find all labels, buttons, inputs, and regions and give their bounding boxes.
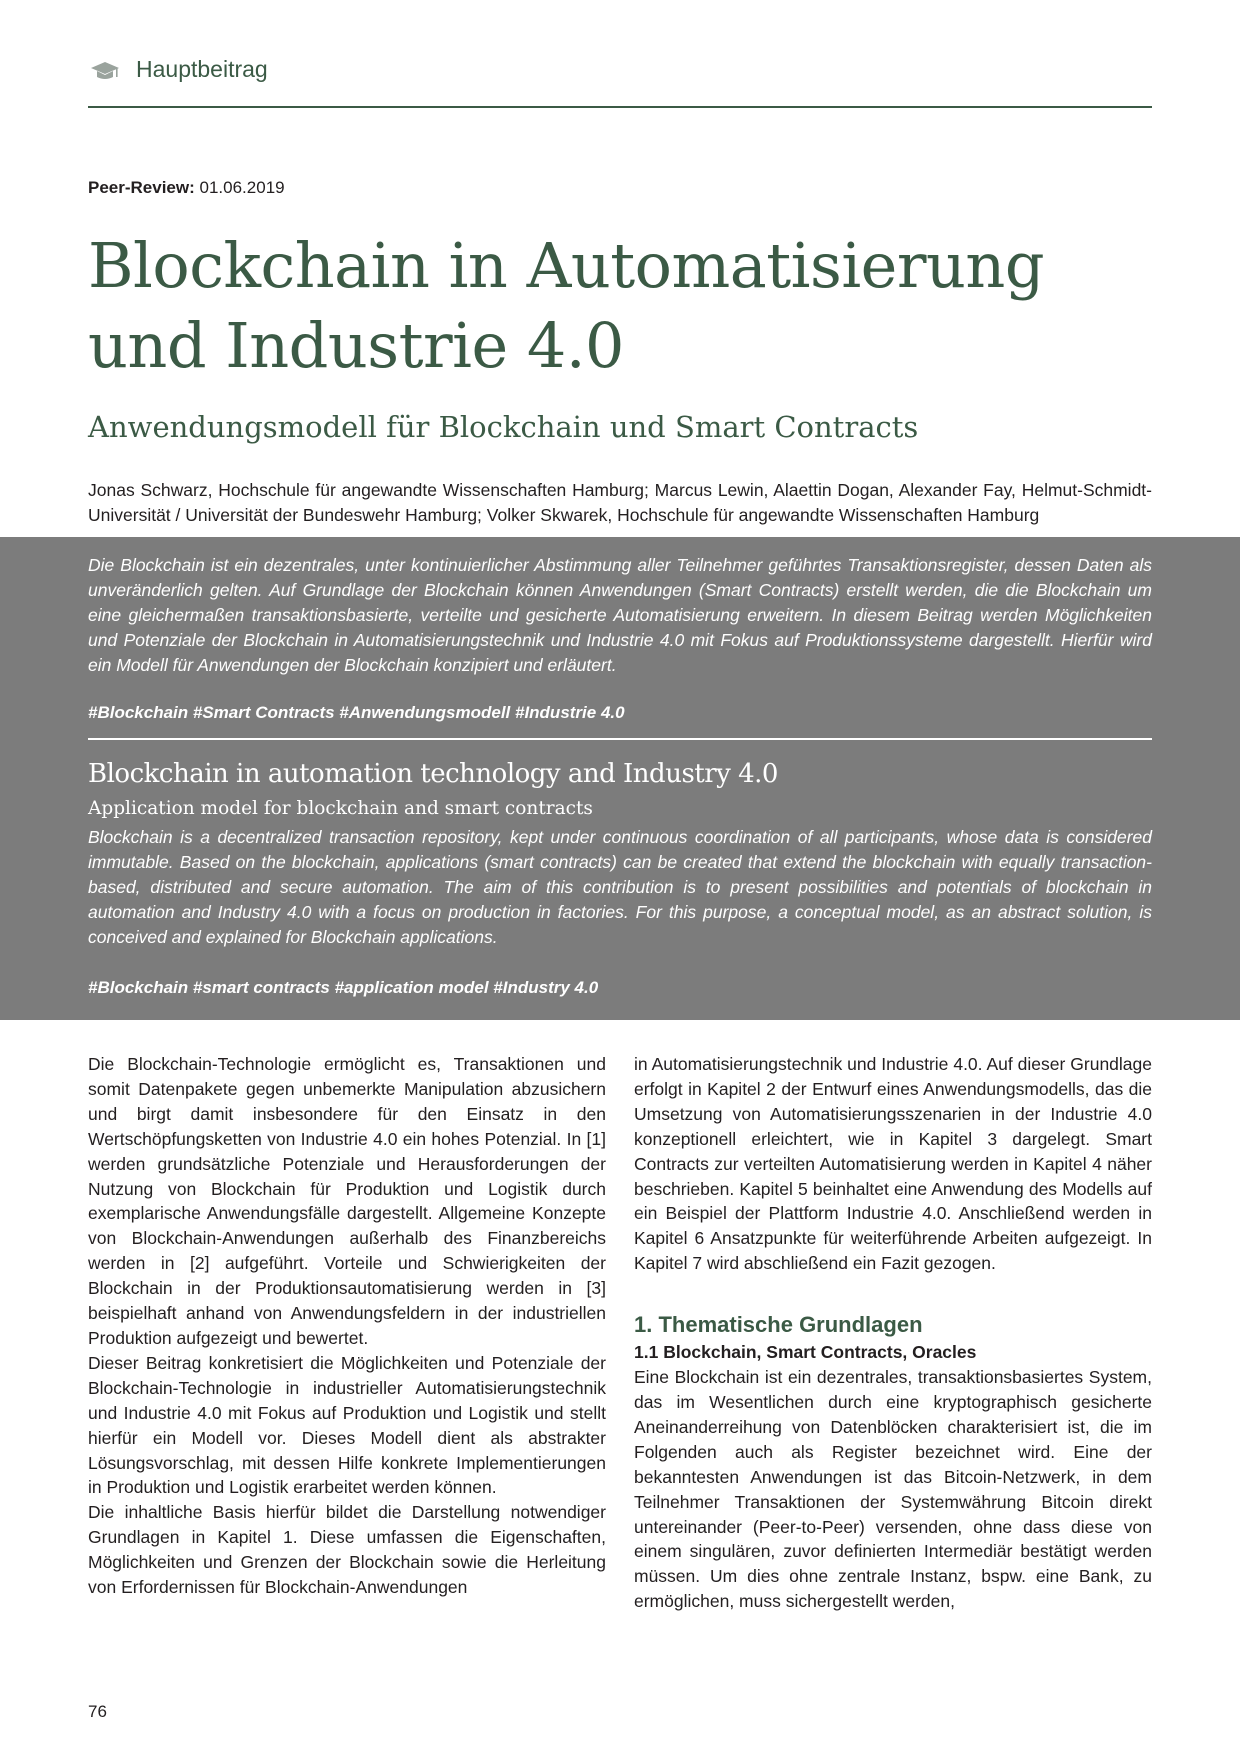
subsection-heading: 1.1 Blockchain, Smart Contracts, Oracles	[634, 1342, 977, 1363]
keywords-english: #Blockchain #smart contracts #application model #Industry 4.0	[88, 978, 599, 997]
author-list: Jonas Schwarz, Hochschule für angewandte Wissenschaften Hamburg; Marcus Lewin, Alaettin Dogan, Alexander Fay, Helmut-Schmidt-Universität / Universität der Bundeswehr Hamburg; Volker Skwarek, Hochschule für angewandte Wissenschaften Hamburg	[88, 480, 1152, 525]
peer-review-line	[88, 178, 285, 198]
article-title	[88, 226, 1148, 386]
body-paragraph: in Automatisierungstechnik und Industrie 4.0. Auf dieser Grundlage erfolgt in Kapitel 2 der Entwurf eines Anwendungsmodells, das die Umsetzung von Automatisierungsszenarien in der Industrie 4.0 konzeptionell erleichtert, wie in Kapitel 3 dargelegt. Smart Contracts zur verteilten Automatisierung werden in Kapitel 4 näher beschrieben. Kapitel 5 beinhaltet eine Anwendung des Modells auf ein Beispiel der Plattform Industrie 4.0. Anschließend werden in Kapitel 6 Ansatzpunkte für weiterführende Arbeiten aufgezeigt. In Kapitel 7 wird abschließend ein Fazit gezogen.	[634, 1054, 1152, 1274]
running-header	[88, 52, 1152, 108]
abstract-german: Die Blockchain ist ein dezentrales, unter kontinuierlicher Abstimmung aller Teilnehmer geführtes Transaktionsregister, dessen Daten als unveränderlich gelten. Auf Grundlage der Blockchain können Anwendungen (Smart Contracts) erstellt werden, die die Blockchain um eine gleichermaßen transaktionsbasierte, verteilte und gesicherte Automatisierung erweitern. In diesem Beitrag werden Möglichkeiten und Potenziale der Blockchain in Automatisierungstechnik und Industrie 4.0 mit Fokus auf Produktionssysteme dargestellt. Hierfür wird ein Modell für Anwendungen der Blockchain konzipiert und erläutert.	[88, 555, 1152, 675]
page-number: 76	[88, 1702, 107, 1721]
article-title-line-2: und Industrie 4.0	[88, 309, 624, 382]
english-title: Blockchain in automation technology and Industry 4.0	[88, 759, 778, 789]
section-label: Hauptbeitrag	[136, 56, 268, 82]
peer-review-label: Peer-Review:	[88, 178, 195, 197]
english-subtitle: Application model for blockchain and smart contracts	[88, 798, 593, 819]
body-paragraph: Die Blockchain-Technologie ermöglicht es, Transaktionen und somit Datenpakete gegen unbemerkte Manipulation abzusichern und birgt damit insbesondere für den Einsatz in den Wertschöpfungsketten von Industrie 4.0 ein hohes Potenzial. In [1] werden grundsätzliche Potenziale und Herausforderungen der Nutzung von Blockchain für Produktion und Logistik durch exemplarische Anwendungsfälle dargestellt. Allgemeine Konzepte von Blockchain-Anwendungen außerhalb des Finanzbereichs werden in [2] aufgeführt. Vorteile und Schwierigkeiten der Blockchain in der Produktionsautomatisierung werden in [3] beispielhaft anhand von Anwendungsfeldern in der industriellen Produktion aufgezeigt und bewertet.	[88, 1054, 606, 1348]
article-title-line-1: Blockchain in Automatisierung	[88, 229, 1045, 302]
body-paragraph: Die inhaltliche Basis hierfür bildet die Darstellung notwendiger Grundlagen in Kapitel 1. Diese umfassen die Eigenschaften, Möglichkeiten und Grenzen der Blockchain sowie die Herleitung von Erfordernissen für Blockchain-Anwendungen	[88, 1502, 606, 1598]
abstract-divider	[88, 738, 1152, 740]
keywords-german: #Blockchain #Smart Contracts #Anwendungsmodell #Industrie 4.0	[88, 703, 625, 722]
body-paragraph: Eine Blockchain ist ein dezentrales, transaktionsbasiertes System, das im Wesentlichen durch eine kryptographisch gesicherte Aneinanderreihung von Datenblöcken charakterisiert ist, die im Folgenden auch als Register bezeichnet wird. Eine der bekanntesten Anwendungen ist das Bitcoin-Netzwerk, in dem Teilnehmer Transaktionen der Systemwährung Bitcoin direkt untereinander (Peer-to-Peer) versenden, ohne dass diese von einem singulären, zuvor definierten Intermediär bestätigt werden müssen. Um dies ohne zentrale Instanz, bspw. eine Bank, zu ermöglichen, muss sichergestellt werden,	[634, 1367, 1152, 1612]
abstract-english: Blockchain is a decentralized transaction repository, kept under continuous coordination of all participants, whose data is considered immutable. Based on the blockchain, applications (smart contracts) can be created that extend the blockchain with equally transaction-based, distributed and secure automation. The aim of this contribution is to present possibilities and potentials of blockchain in automation and Industry 4.0 with a focus on production in factories. For this purpose, a conceptual model, as an abstract solution, is conceived and explained for Blockchain applications.	[88, 827, 1152, 947]
body-column-right	[634, 1052, 1152, 1614]
abstract-box	[0, 537, 1240, 1020]
article-subtitle: Anwendungsmodell für Blockchain und Smart Contracts	[88, 410, 919, 444]
body-column-left	[88, 1052, 606, 1600]
peer-review-date: 01.06.2019	[199, 178, 285, 197]
section-heading: 1. Thematische Grundlagen	[634, 1312, 923, 1338]
graduation-cap-icon	[90, 60, 120, 82]
body-paragraph: Dieser Beitrag konkretisiert die Möglichkeiten und Potenziale der Blockchain-Technologie in industrieller Automatisierungstechnik und Industrie 4.0 mit Fokus auf Produktion und Logistik und stellt hierfür ein Modell vor. Dieses Modell dient als abstrakter Lösungsvorschlag, mit dessen Hilfe konkrete Implementierungen in Produktion und Logistik erarbeitet werden können.	[88, 1352, 606, 1498]
